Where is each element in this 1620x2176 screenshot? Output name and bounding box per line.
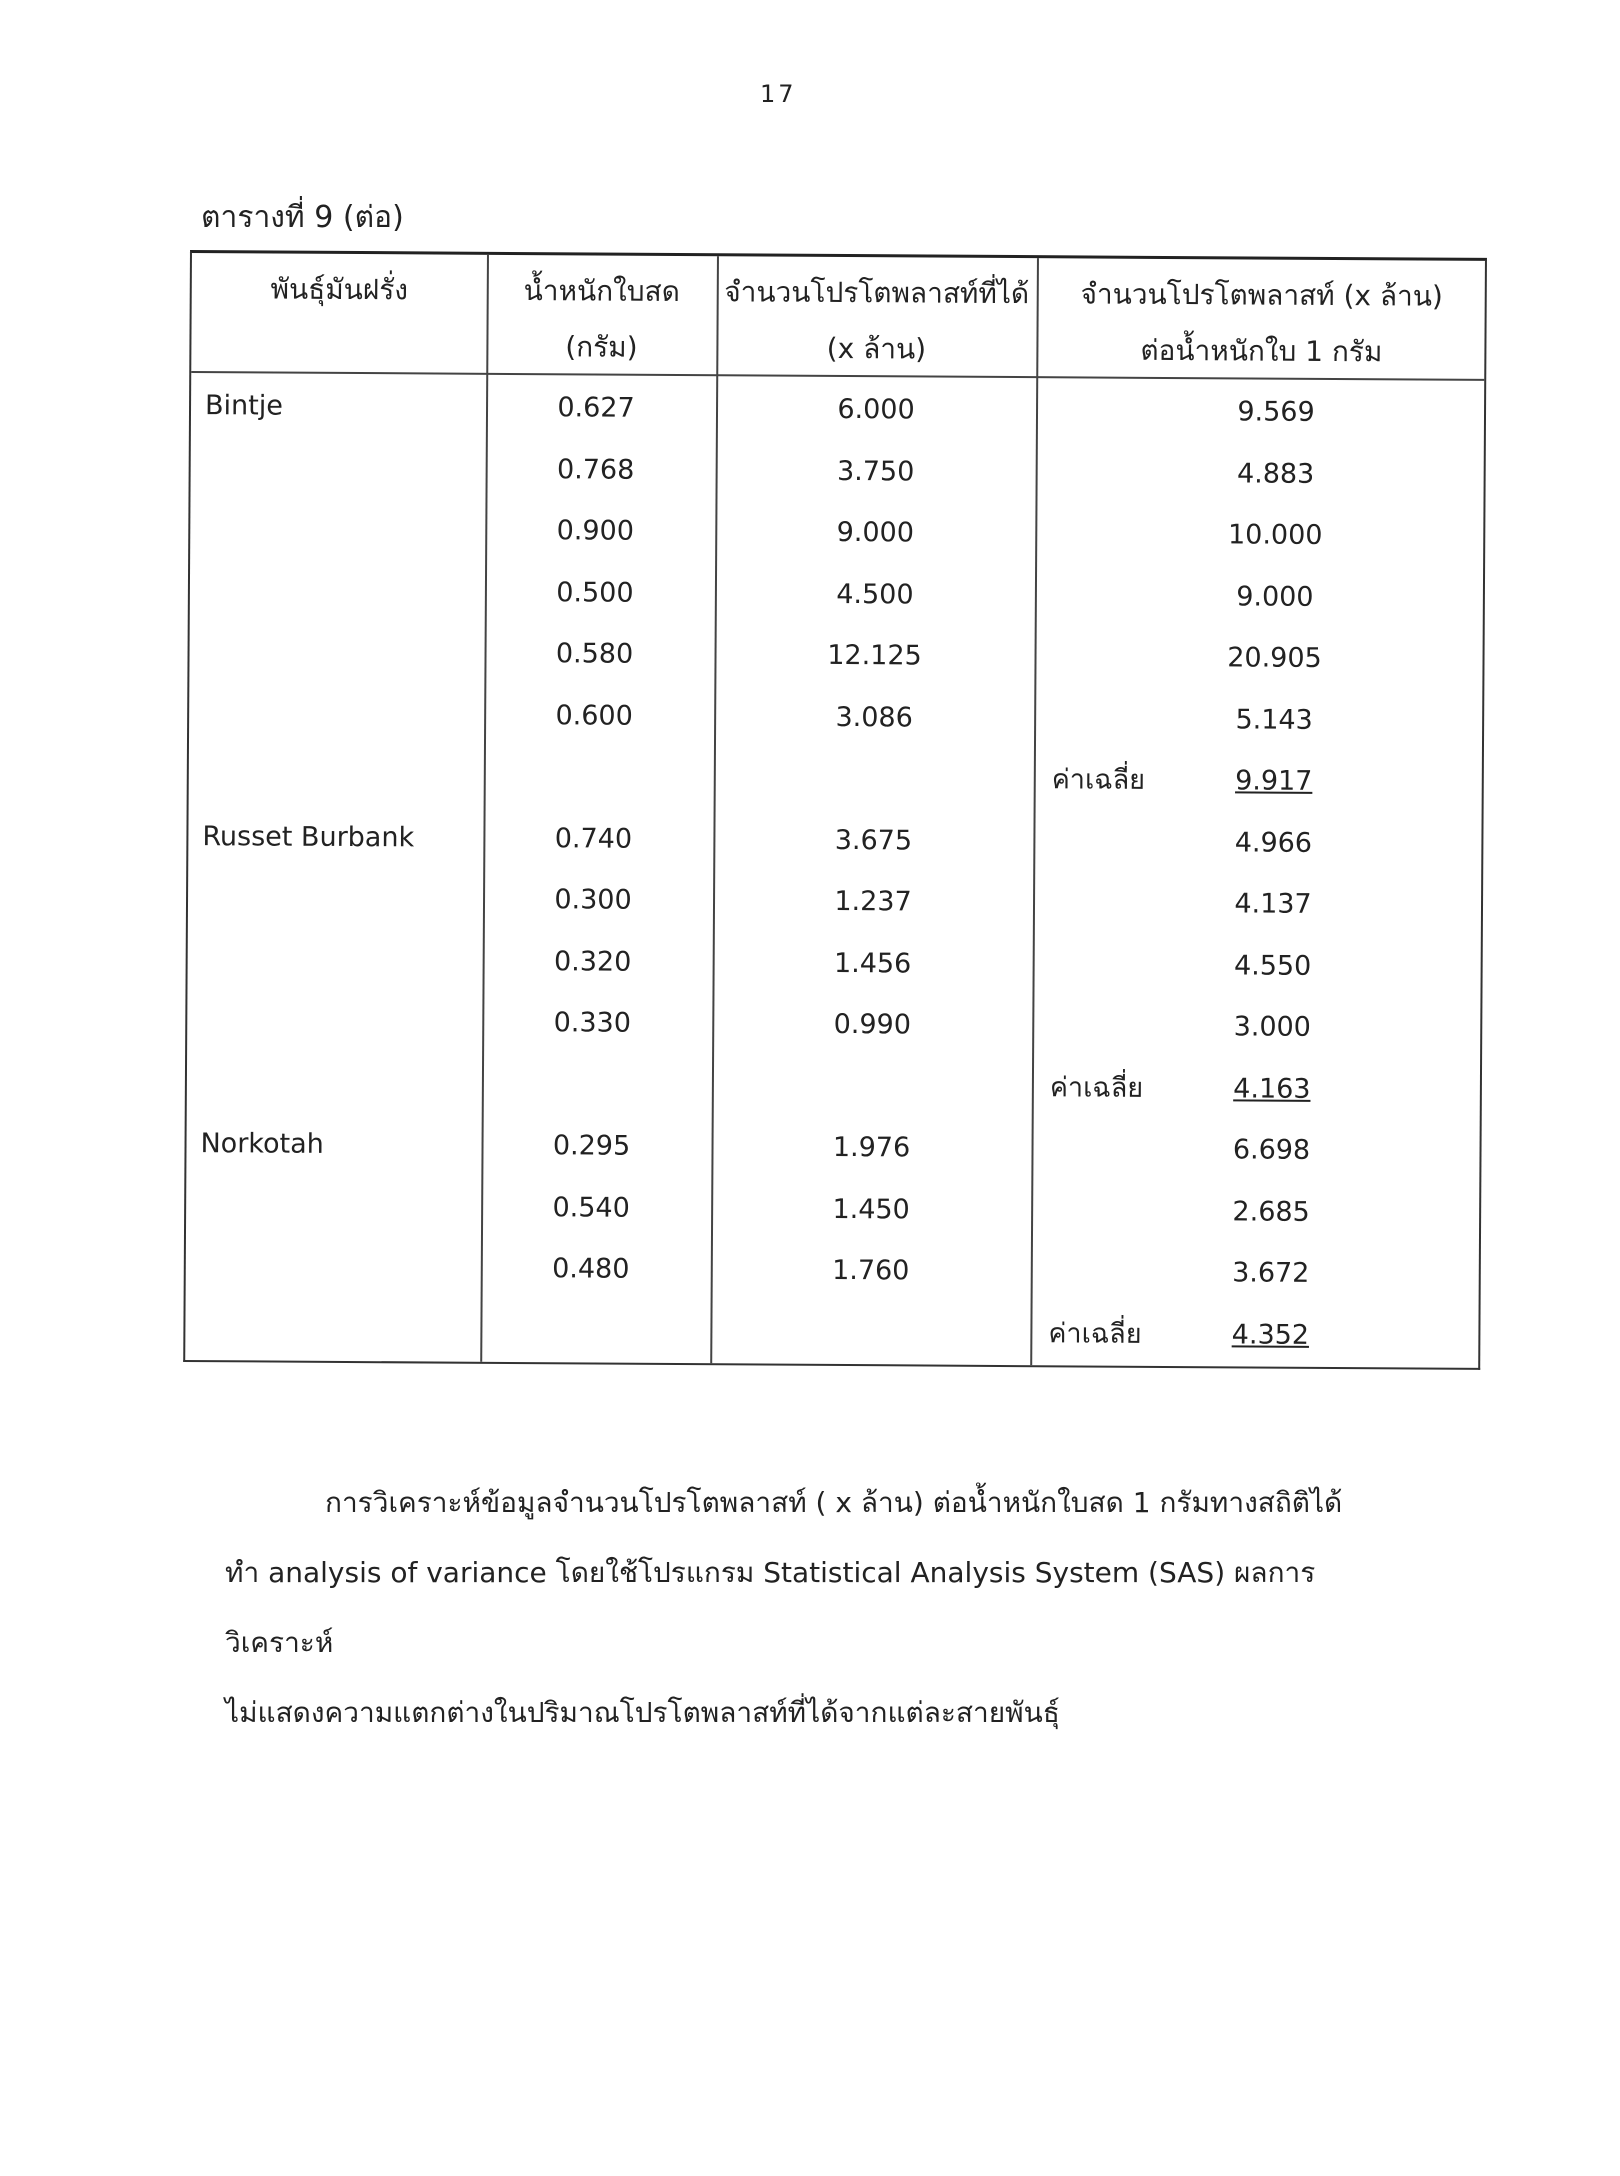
per-gram-value: 4.163	[1233, 1072, 1311, 1105]
header-variety	[192, 261, 487, 319]
count-cell: 4.500	[836, 578, 914, 610]
per-gram-value: 6.698	[1232, 1134, 1311, 1166]
count-cell: 0.990	[833, 1008, 912, 1041]
weight-cell: 0.580	[555, 638, 634, 670]
per-gram-cell	[1036, 380, 1486, 428]
weight-cell: 0.480	[552, 1253, 630, 1285]
mean-row	[189, 744, 1482, 813]
table-row	[188, 806, 1481, 875]
table-row	[187, 990, 1480, 1059]
header-weight	[486, 263, 717, 376]
weight-cell: 0.540	[552, 1191, 630, 1224]
per-gram-value: 3.672	[1232, 1257, 1310, 1289]
weight-cell	[484, 746, 704, 747]
weight-cell: 0.500	[556, 576, 634, 609]
weight-cell: 0.320	[553, 945, 632, 978]
count-cell: 1.450	[832, 1193, 910, 1225]
header-text: (x ล้าน)	[826, 331, 927, 366]
table-row	[191, 375, 1484, 444]
header-text: น้ำหนักใบสด	[523, 274, 680, 308]
weight-cell	[482, 1053, 702, 1054]
count-cell: 1.456	[833, 947, 912, 979]
count-cell: 3.086	[835, 701, 913, 733]
paragraph-line: ไม่แสดงความแตกต่างในปริมาณโปรโตพลาสท์ที่ได้จากแต่ละสายพันธุ์	[225, 1696, 1060, 1729]
count-cell: 1.976	[832, 1131, 911, 1164]
variety-cell: Russet Burbank	[202, 820, 415, 853]
per-gram-value: 9.569	[1237, 396, 1315, 428]
table-row	[186, 1236, 1479, 1305]
count-cell: 9.000	[836, 516, 915, 549]
mean-row	[185, 1297, 1478, 1366]
paragraph-line: ทำ analysis of variance โดยใช้โปรแกรม Statistical Analysis System (SAS) ผลการวิเคราะห์	[225, 1556, 1316, 1659]
per-gram-value: 4.550	[1233, 949, 1312, 982]
count-cell: 3.675	[834, 824, 913, 856]
page-number: 17	[760, 80, 797, 108]
per-gram-value: 20.905	[1227, 642, 1322, 674]
header-text: ต่อน้ำหนักใบ 1 กรัม	[1140, 333, 1383, 369]
table-row	[190, 560, 1483, 629]
mean-label: ค่าเฉลี่ย	[1048, 1317, 1142, 1350]
mean-label: ค่าเฉลี่ย	[1051, 764, 1146, 796]
variety-cell: Bintje	[204, 390, 283, 422]
weight-cell: 0.900	[556, 515, 635, 547]
table-row	[186, 1174, 1479, 1243]
per-gram-value: 4.137	[1234, 888, 1312, 920]
count-cell: 1.237	[834, 885, 912, 918]
count-cell: 1.760	[832, 1254, 910, 1287]
table-row	[190, 437, 1483, 506]
paragraph-line: การวิเคราะห์ข้อมูลจำนวนโปรโตพลาสท์ ( x ล้าน) ต่อน้ำหนักใบสด 1 กรัมทางสถิติได้	[325, 1486, 1343, 1519]
weight-cell: 0.295	[552, 1130, 631, 1162]
table-row	[186, 1113, 1479, 1182]
per-gram-value: 9.000	[1236, 580, 1314, 613]
data-table	[183, 250, 1487, 1370]
table-row	[190, 498, 1483, 567]
weight-cell: 0.627	[557, 392, 635, 424]
mean-label: ค่าเฉลี่ย	[1049, 1071, 1144, 1104]
table-row	[189, 683, 1482, 752]
body-paragraph	[225, 1468, 1385, 1748]
per-gram-value: 4.352	[1231, 1318, 1310, 1351]
mean-row	[187, 1051, 1480, 1120]
weight-cell: 0.300	[554, 884, 632, 916]
weight-cell: 0.330	[553, 1007, 632, 1039]
weight-cell	[481, 1299, 701, 1300]
table-row	[188, 867, 1481, 936]
count-cell: 12.125	[827, 639, 922, 672]
per-gram-value: 4.966	[1234, 826, 1313, 859]
weight-cell: 0.600	[555, 699, 633, 732]
header-text: พันธุ์มันฝรั่ง	[270, 272, 409, 307]
header-text: (กรัม)	[565, 330, 638, 364]
per-gram-value: 5.143	[1235, 703, 1313, 736]
weight-cell: 0.740	[554, 822, 633, 855]
per-gram-value: 9.917	[1235, 765, 1313, 797]
header-per-gram	[1036, 266, 1487, 381]
table-title: ตารางที่ 9 (ต่อ)	[201, 200, 404, 235]
header-count	[716, 264, 1037, 378]
count-cell: 3.750	[836, 455, 915, 487]
header-text: จำนวนโปรโตพลาสท์ที่ได้	[724, 275, 1030, 311]
per-gram-value: 3.000	[1233, 1011, 1312, 1043]
table-row	[189, 621, 1482, 690]
per-gram-value: 2.685	[1232, 1195, 1310, 1228]
header-text: จำนวนโปรโตพลาสท์ (x ล้าน)	[1080, 277, 1444, 313]
variety-cell: Norkotah	[200, 1128, 324, 1160]
count-cell: 6.000	[837, 393, 915, 426]
per-gram-value: 10.000	[1227, 519, 1323, 551]
weight-cell: 0.768	[556, 453, 635, 486]
per-gram-value: 4.883	[1236, 457, 1315, 490]
table-row	[187, 928, 1480, 997]
